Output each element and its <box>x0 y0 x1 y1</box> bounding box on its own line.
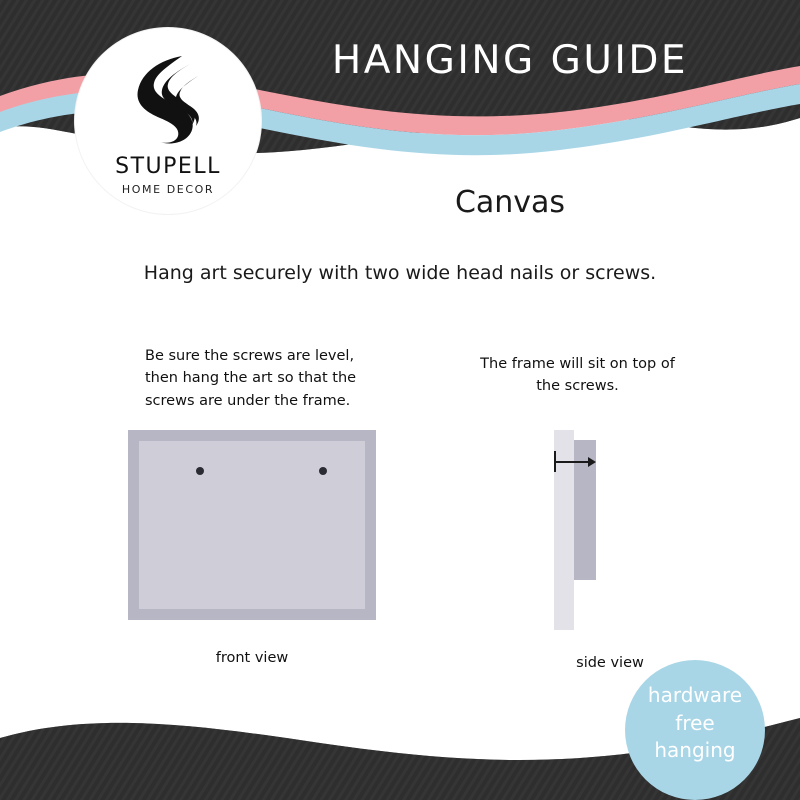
hardware-free-badge <box>625 660 765 800</box>
front-view-diagram <box>128 430 376 620</box>
screw-dot-right-icon <box>319 467 327 475</box>
badge-line-1: hardware <box>647 683 743 707</box>
side-view-label: side view <box>576 655 644 671</box>
logo-brand-subtitle: HOME DECOR <box>121 183 215 196</box>
front-view-label: front view <box>215 650 289 666</box>
side-view-screw-icon <box>552 448 602 478</box>
screw-dot-left-icon <box>196 467 204 475</box>
badge-line-2: free <box>675 710 715 735</box>
brand-logo <box>75 28 261 214</box>
front-view-caption: Be sure the screws are level, then hang the art so that the screws are under the frame. <box>145 348 357 409</box>
page-title: HANGING GUIDE <box>331 38 689 83</box>
product-type-heading: Canvas <box>454 185 566 220</box>
hardware-free-badge-text <box>625 682 765 765</box>
logo-brand-name: STUPELL <box>115 154 221 179</box>
stupell-swirl-icon <box>75 50 261 150</box>
front-view-canvas-face <box>139 441 365 609</box>
instruction-lead: Hang art securely with two wide head nails or screws. <box>143 262 657 284</box>
badge-line-3: hanging <box>654 738 736 763</box>
side-view-caption: The frame will sit on top of the screws. <box>480 356 675 395</box>
